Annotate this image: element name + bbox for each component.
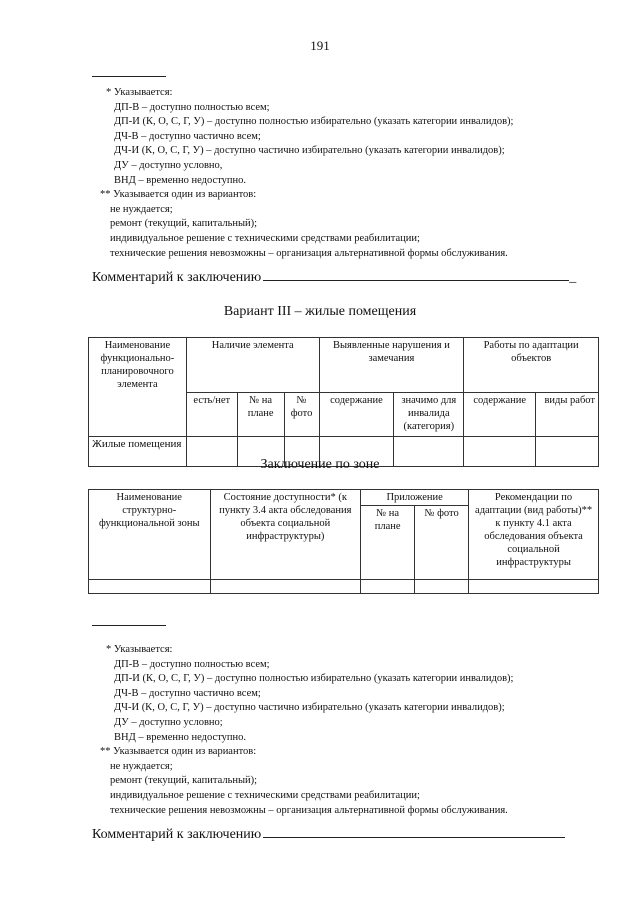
sub-exists: есть/нет	[186, 392, 237, 436]
comment-line-2	[92, 825, 565, 843]
sub-zone-photo-no: № фото	[415, 506, 469, 580]
footnote-line: индивидуальное решение с техническими средствами реабилитации;	[110, 232, 420, 244]
footnote-line: * Указывается:	[106, 87, 173, 98]
zone-heading: Заключение по зоне	[260, 457, 380, 472]
comment-line-1	[92, 268, 576, 286]
table-cell	[415, 580, 469, 594]
footnote-line: не нуждается;	[110, 203, 173, 215]
footnote-line: ремонт (текущий, капитальный);	[110, 775, 258, 787]
footnote-line: ДУ – доступно условно;	[114, 716, 223, 728]
table-cell	[469, 580, 599, 594]
comment-tail: _	[569, 270, 577, 285]
table-cell	[210, 580, 361, 594]
comment-underline	[263, 825, 565, 838]
comment-underline	[263, 268, 569, 281]
footnote-line: ДП-В – доступно полностью всем;	[114, 658, 270, 670]
footnote-line: ДЧ-В – доступно частично всем;	[114, 687, 261, 699]
footnote-line: ДП-И (К, О, С, Г, У) – доступно полностью избирательно (указать категории инвалидов);	[114, 116, 514, 128]
footnote-line: ДП-В – доступно полностью всем;	[114, 101, 270, 113]
sub-zone-plan-no: № на плане	[361, 506, 415, 580]
page-number: 191	[310, 38, 330, 53]
footnote-line: технические решения невозможны – организация альтернативной формы обслуживания.	[110, 247, 508, 259]
sub-content: содержание	[319, 392, 394, 436]
footnotes-block-1	[92, 86, 513, 261]
footnote-line: не нуждается;	[110, 760, 173, 772]
footnote-line: ВНД – временно недоступно.	[114, 174, 247, 186]
table-cell	[89, 580, 211, 594]
footnote-line: ремонт (текущий, капитальный);	[110, 218, 258, 230]
footnote-line: ДЧ-И (К, О, С, Г, У) – доступно частично избирательно (указать категории инвалидов);	[114, 702, 505, 714]
sub-works-types: виды работ	[536, 392, 599, 436]
header-recommendations: Рекомендации по адаптации (вид работы)** к пункту 4.1 акта обследования объекта социальной инфраструктуры	[469, 490, 599, 580]
header-zone-name: Наименование структурно-функциональной зоны	[89, 490, 211, 580]
comment-label: Комментарий к заключению	[92, 827, 262, 842]
footnote-line: ДЧ-В – доступно частично всем;	[114, 130, 261, 142]
header-name-cell: Наименование функционально-планировочного элемента	[89, 338, 187, 393]
sub-plan-no: № на плане	[237, 392, 284, 436]
comment-label: Комментарий к заключению	[92, 270, 262, 285]
footnote-line: ДУ – доступно условно,	[114, 159, 223, 171]
footnote-line: ВНД – временно недоступно.	[114, 731, 247, 743]
footnote-line: ** Указывается один из вариантов:	[100, 189, 257, 201]
zone-table	[88, 489, 599, 594]
sub-significant: значимо для инвалида (категория)	[394, 392, 464, 436]
header-works-cell: Работы по адаптации объектов	[464, 338, 599, 393]
variant-heading: Вариант III – жилые помещения	[223, 304, 417, 319]
footnote-line: ** Указывается один из вариантов:	[100, 746, 257, 758]
footnote-separator	[92, 76, 166, 77]
footnote-line: * Указывается:	[106, 644, 173, 655]
sub-photo-no: № фото	[284, 392, 319, 436]
footnote-separator	[92, 625, 166, 626]
header-violations-cell: Выявленные нарушения и замечания	[319, 338, 464, 393]
header-appendix: Приложение	[361, 490, 469, 506]
row-label-living: Жилые помещения	[89, 436, 187, 466]
footnote-line: технические решения невозможны – организация альтернативной формы обслуживания.	[110, 804, 508, 816]
header-name-cont	[89, 392, 187, 436]
footnotes-block-2	[92, 643, 513, 818]
variant-table	[88, 337, 599, 467]
footnote-line: индивидуальное решение с техническими средствами реабилитации;	[110, 789, 420, 801]
header-presence-cell: Наличие элемента	[186, 338, 319, 393]
header-zone-state: Состояние доступности* (к пункту 3.4 акта обследования объекта социальной инфраструктуры)	[210, 490, 361, 580]
sub-works-content: содержание	[464, 392, 536, 436]
footnote-line: ДП-И (К, О, С, Г, У) – доступно полностью избирательно (указать категории инвалидов);	[114, 673, 514, 685]
footnote-line: ДЧ-И (К, О, С, Г, У) – доступно частично избирательно (указать категории инвалидов);	[114, 145, 505, 157]
table-cell	[361, 580, 415, 594]
